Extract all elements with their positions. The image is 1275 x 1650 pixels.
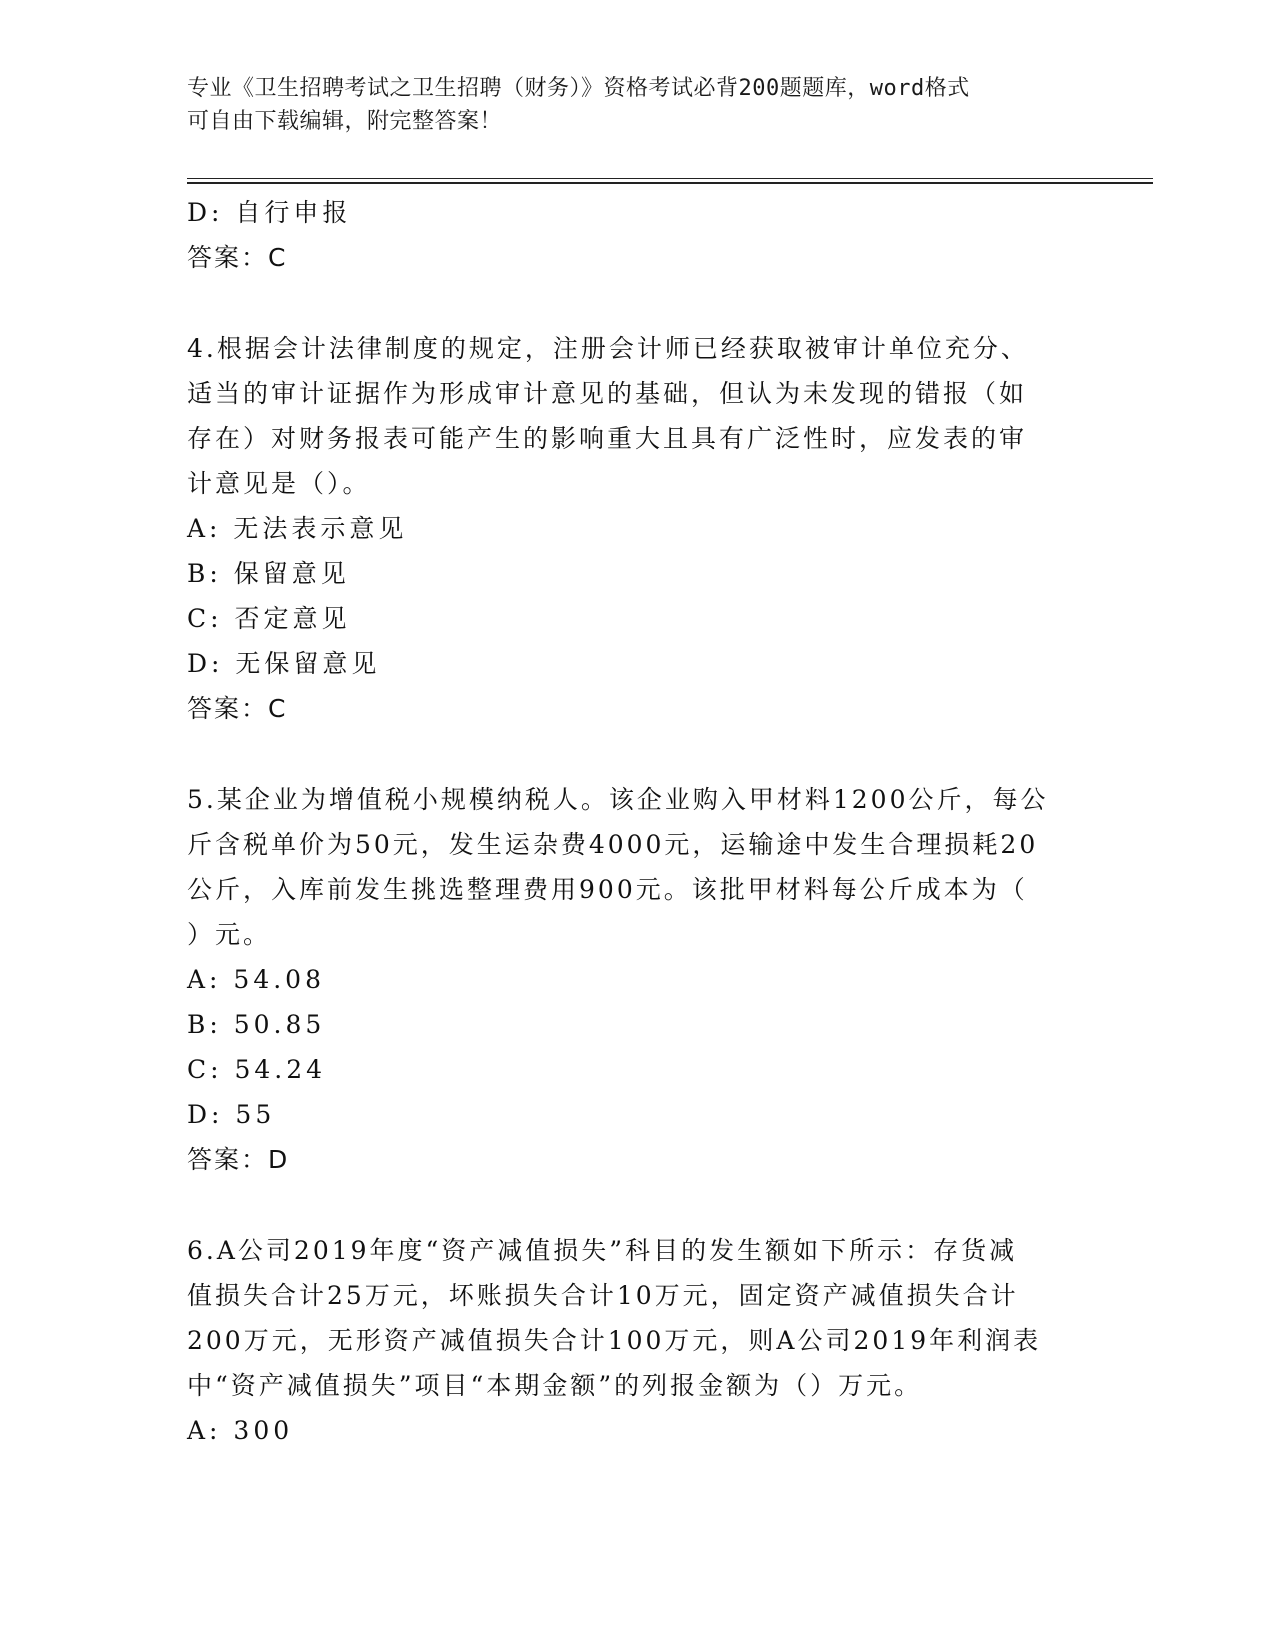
- question-4-option-b: B: 保留意见: [187, 559, 350, 588]
- question-4-line-2: 适当的审计证据作为形成审计意见的基础，但认为未发现的错报（如: [187, 379, 1028, 408]
- question-5-block: [187, 777, 1067, 1182]
- document-header: [187, 72, 1067, 138]
- question-5-line-1: 5.某企业为增值税小规模纳税人。该企业购入甲材料1200公斤，每公: [187, 785, 1049, 814]
- question-6-line-3: 200万元，无形资产减值损失合计100万元，则A公司2019年利润表: [187, 1326, 1042, 1355]
- spacer: [187, 1182, 1067, 1228]
- question-4-line-1: 4.根据会计法律制度的规定，注册会计师已经获取被审计单位充分、: [187, 334, 1029, 363]
- question-4-block: [187, 326, 1067, 731]
- question-4-line-3: 存在）对财务报表可能产生的影响重大且具有广泛性时，应发表的审: [187, 424, 1028, 453]
- question-6-block: [187, 1228, 1067, 1453]
- question-6-line-4: 中“资产减值损失”项目“本期金额”的列报金额为（）万元。: [187, 1371, 923, 1400]
- question-6-option-a: A: 300: [187, 1416, 294, 1445]
- question-5-line-2: 斤含税单价为50元，发生运杂费4000元，运输途中发生合理损耗20: [187, 830, 1039, 859]
- question-5-line-3: 公斤，入库前发生挑选整理费用900元。该批甲材料每公斤成本为（: [187, 875, 1028, 904]
- header-line-1: 专业《卫生招聘考试之卫生招聘（财务）》资格考试必背200题题库，word格式: [187, 76, 970, 101]
- question-5-answer: 答案：D: [187, 1145, 290, 1174]
- prev-option-d: D: 自行申报: [187, 198, 352, 227]
- question-6-text: [187, 1228, 1067, 1408]
- question-5-text: [187, 777, 1067, 957]
- question-6-line-1: 6.A公司2019年度“资产减值损失”科目的发生额如下所示：存货减: [187, 1236, 1018, 1265]
- header-divider-thin: [187, 178, 1153, 179]
- question-5-line-4: ）元。: [187, 920, 272, 949]
- question-5-option-d: D: 55: [187, 1100, 276, 1129]
- header-divider-thick: [187, 182, 1153, 184]
- question-4-option-c: C: 否定意见: [187, 604, 351, 633]
- prev-question-block: [187, 190, 1067, 280]
- question-4-option-a: A: 无法表示意见: [187, 514, 408, 543]
- header-line-2: 可自由下载编辑，附完整答案！: [187, 109, 503, 134]
- question-5-option-b: B: 50.85: [187, 1010, 326, 1039]
- question-4-line-4: 计意见是（）。: [187, 469, 371, 498]
- spacer: [187, 731, 1067, 777]
- document-body: [187, 190, 1067, 1453]
- question-5-option-c: C: 54.24: [187, 1055, 327, 1084]
- question-4-text: [187, 326, 1067, 506]
- question-6-line-2: 值损失合计25万元，坏账损失合计10万元，固定资产减值损失合计: [187, 1281, 1019, 1310]
- question-5-option-a: A: 54.08: [187, 965, 325, 994]
- spacer: [187, 280, 1067, 326]
- question-4-option-d: D: 无保留意见: [187, 649, 381, 678]
- question-4-answer: 答案：C: [187, 694, 288, 723]
- prev-answer: 答案：C: [187, 243, 288, 272]
